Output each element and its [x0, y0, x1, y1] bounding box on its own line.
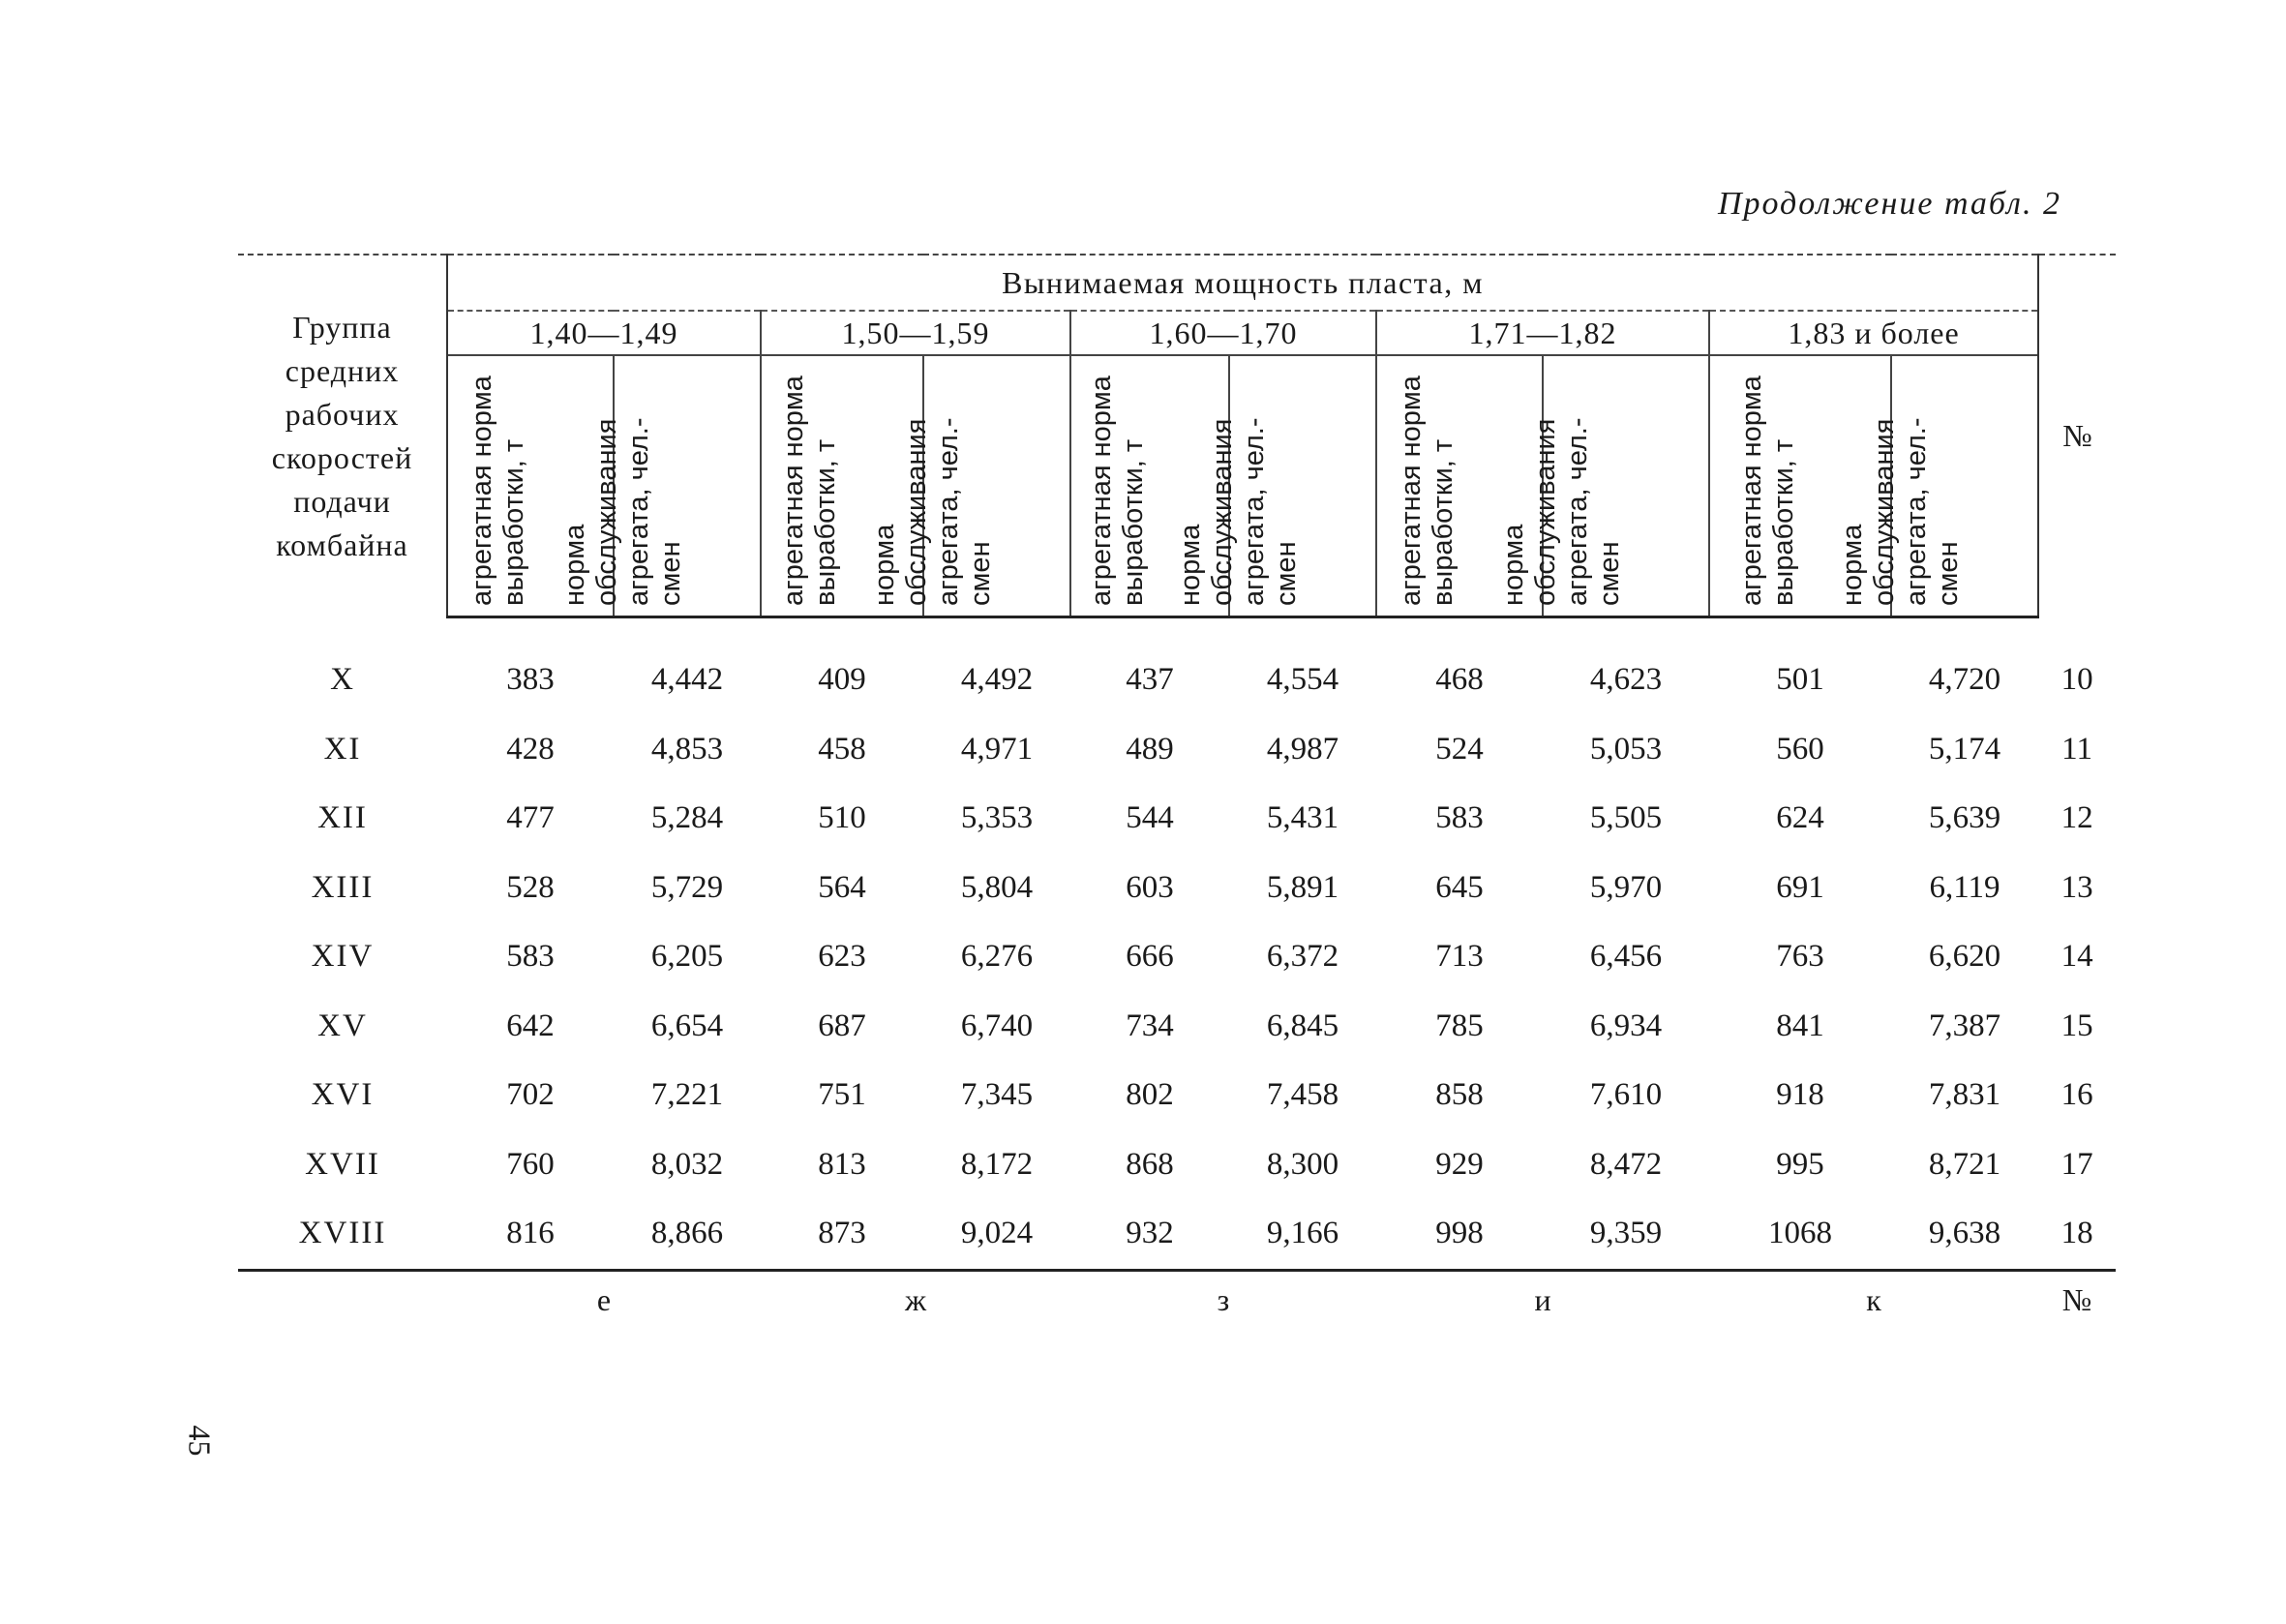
output-norm-cell: 583	[506, 939, 555, 975]
output-norm-cell: 713	[1435, 939, 1484, 975]
output-norm-cell: 603	[1126, 869, 1174, 905]
output-norm-cell: 751	[818, 1077, 866, 1113]
service-norm-header: норма обслуживания агрегата, чел.-смен	[1891, 355, 2038, 617]
output-norm-cell: 932	[1070, 1199, 1229, 1270]
row-number-cell: 14	[2060, 939, 2093, 975]
output-norm-cell: 428	[506, 731, 555, 767]
speed-group-cell: XIII	[311, 869, 375, 905]
output-norm-cell: 489	[1126, 731, 1174, 767]
row-number-cell: 10	[2060, 661, 2093, 697]
service-norm-cell: 5,353	[960, 800, 1034, 836]
row-number-cell: 15	[2060, 1007, 2093, 1043]
table-row	[238, 922, 2116, 992]
output-norm-cell: 998	[1376, 1199, 1543, 1270]
output-norm-cell: 841	[1776, 1007, 1824, 1043]
number-header: №	[2038, 255, 2116, 617]
table-caption: Продолжение табл. 2	[1717, 186, 2061, 222]
output-norm-cell: 1068	[1709, 1199, 1891, 1270]
page-number: 45	[182, 1425, 218, 1457]
service-norm-cell: 8,472	[1589, 1146, 1663, 1182]
service-norm-cell: 6,205	[650, 939, 724, 975]
output-norm-cell: 702	[506, 1077, 555, 1113]
range-header: 1,83 и более	[1709, 311, 2038, 355]
service-norm-cell: 4,987	[1266, 731, 1339, 767]
output-norm-cell: 437	[1126, 662, 1174, 698]
output-norm-cell: 995	[1776, 1146, 1824, 1182]
service-norm-cell: 5,431	[1266, 800, 1339, 836]
service-norm-cell: 4,623	[1589, 662, 1663, 698]
table-row	[238, 617, 2116, 715]
speed-group-cell: XII	[317, 800, 368, 836]
service-norm-cell: 8,300	[1266, 1146, 1339, 1182]
column-letters-row	[238, 1270, 2116, 1330]
output-norm-cell: 560	[1776, 731, 1824, 767]
output-norm-header: агрегатная норма выработки, т	[1709, 355, 1891, 617]
output-norm-cell: 785	[1435, 1007, 1484, 1043]
service-norm-cell: 6,620	[1928, 939, 2001, 975]
column-letter: к	[1866, 1282, 1881, 1317]
output-norm-cell: 642	[506, 1007, 555, 1043]
output-norm-cell: 929	[1435, 1146, 1484, 1182]
service-norm-cell: 7,387	[1928, 1007, 2001, 1043]
service-norm-cell: 7,458	[1266, 1077, 1339, 1113]
service-norm-cell: 6,934	[1589, 1007, 1663, 1043]
service-norm-header: норма обслуживания агрегата, чел.-смен	[923, 355, 1070, 617]
service-norm-cell: 4,971	[960, 731, 1034, 767]
service-norm-cell: 5,053	[1589, 731, 1663, 767]
output-norm-cell: 510	[818, 800, 866, 836]
output-norm-header: агрегатная норма выработки, т	[447, 355, 614, 617]
output-norm-cell: 760	[506, 1146, 555, 1182]
service-norm-cell: 6,456	[1589, 939, 1663, 975]
output-norm-cell: 868	[1126, 1146, 1174, 1182]
output-norm-cell: 564	[818, 869, 866, 905]
output-norm-cell: 873	[761, 1199, 923, 1270]
speed-group-cell: XV	[317, 1007, 368, 1043]
service-norm-cell: 9,166	[1229, 1199, 1376, 1270]
output-norm-cell: 813	[818, 1146, 866, 1182]
output-norm-cell: 468	[1435, 662, 1484, 698]
service-norm-cell: 5,505	[1589, 800, 1663, 836]
table-row	[238, 1061, 2116, 1130]
service-norm-cell: 6,654	[650, 1007, 724, 1043]
table-row	[238, 784, 2116, 854]
service-norm-cell: 5,804	[960, 869, 1034, 905]
service-norm-cell: 5,174	[1928, 731, 2001, 767]
service-norm-cell: 6,372	[1266, 939, 1339, 975]
output-norm-cell: 687	[818, 1007, 866, 1043]
service-norm-header: норма обслуживания агрегата, чел.-смен	[1543, 355, 1709, 617]
service-norm-cell: 5,284	[650, 800, 724, 836]
service-norm-cell: 4,492	[960, 662, 1034, 698]
output-norm-cell: 458	[818, 731, 866, 767]
service-norm-cell: 4,442	[650, 662, 724, 698]
table-row	[238, 854, 2116, 923]
column-letter: №	[2061, 1282, 2092, 1317]
output-norm-cell: 734	[1126, 1007, 1174, 1043]
service-norm-cell: 8,172	[960, 1146, 1034, 1182]
table-row	[238, 1130, 2116, 1200]
service-norm-cell: 9,024	[923, 1199, 1070, 1270]
row-number-cell: 12	[2060, 800, 2093, 836]
output-norm-cell: 583	[1435, 800, 1484, 836]
service-norm-cell: 5,729	[650, 869, 724, 905]
service-norm-cell: 5,891	[1266, 869, 1339, 905]
row-number-cell: 18	[2038, 1199, 2116, 1270]
output-norm-cell: 816	[447, 1199, 614, 1270]
service-norm-cell: 8,866	[614, 1199, 761, 1270]
output-norm-cell: 763	[1776, 939, 1824, 975]
row-number-cell: 17	[2060, 1146, 2093, 1182]
speed-group-cell: XI	[323, 731, 362, 767]
service-norm-cell: 9,638	[1891, 1199, 2038, 1270]
output-norm-header: агрегатная норма выработки, т	[1070, 355, 1229, 617]
service-norm-cell: 9,359	[1543, 1199, 1709, 1270]
output-norm-cell: 477	[506, 800, 555, 836]
row-number-cell: 13	[2060, 869, 2093, 905]
range-header: 1,60—1,70	[1070, 311, 1376, 355]
service-norm-cell: 6,845	[1266, 1007, 1339, 1043]
output-norm-cell: 691	[1776, 869, 1824, 905]
service-norm-cell: 4,720	[1928, 662, 2001, 698]
service-norm-cell: 6,119	[1929, 869, 2000, 905]
speed-group-cell: XVI	[311, 1077, 375, 1113]
speed-group-cell: XIV	[311, 939, 375, 975]
output-norm-cell: 645	[1435, 869, 1484, 905]
table-row	[238, 992, 2116, 1062]
service-norm-cell: 7,610	[1589, 1077, 1663, 1113]
output-norm-cell: 623	[818, 939, 866, 975]
column-letter: и	[1534, 1282, 1551, 1317]
service-norm-cell: 6,276	[960, 939, 1034, 975]
output-norm-cell: 544	[1126, 800, 1174, 836]
output-norm-cell: 624	[1776, 800, 1824, 836]
range-header: 1,71—1,82	[1376, 311, 1709, 355]
speed-group-cell: XVII	[305, 1146, 380, 1182]
thickness-header: Вынимаемая мощность пласта, м	[447, 255, 2038, 311]
service-norm-cell: 7,221	[650, 1077, 724, 1113]
range-header: 1,50—1,59	[761, 311, 1070, 355]
output-norm-cell: 858	[1435, 1077, 1484, 1113]
service-norm-cell: 7,345	[960, 1077, 1034, 1113]
output-norm-header: агрегатная норма выработки, т	[761, 355, 923, 617]
norms-table	[238, 254, 2116, 1330]
service-norm-header: норма обслуживания агрегата, чел.-смен	[614, 355, 761, 617]
column-letter: ж	[904, 1282, 927, 1317]
column-letter: з	[1217, 1282, 1230, 1317]
output-norm-cell: 918	[1776, 1077, 1824, 1113]
row-number-cell: 11	[2061, 731, 2092, 767]
output-norm-cell: 524	[1435, 731, 1484, 767]
column-letter: е	[596, 1282, 612, 1317]
range-header: 1,40—1,49	[447, 311, 761, 355]
table-body	[238, 617, 2116, 1271]
service-norm-cell: 5,639	[1928, 800, 2001, 836]
service-norm-cell: 8,721	[1928, 1146, 2001, 1182]
service-norm-cell: 5,970	[1589, 869, 1663, 905]
speed-group-cell: XVIII	[238, 1199, 447, 1270]
speed-group-cell: X	[330, 661, 355, 697]
output-norm-cell: 383	[506, 662, 555, 698]
row-number-cell: 16	[2060, 1077, 2093, 1113]
output-norm-cell: 409	[818, 662, 866, 698]
table-row	[238, 1199, 2116, 1270]
output-norm-cell: 666	[1126, 939, 1174, 975]
output-norm-cell: 501	[1776, 662, 1824, 698]
service-norm-header: норма обслуживания агрегата, чел.-смен	[1229, 355, 1376, 617]
output-norm-header: агрегатная норма выработки, т	[1376, 355, 1543, 617]
table-row	[238, 715, 2116, 785]
service-norm-cell: 7,831	[1928, 1077, 2001, 1113]
group-header: Группа средних рабочих скоростей подачи комбайна	[238, 255, 447, 617]
service-norm-cell: 6,740	[960, 1007, 1034, 1043]
service-norm-cell: 4,853	[650, 731, 724, 767]
service-norm-cell: 4,554	[1266, 662, 1339, 698]
output-norm-cell: 528	[506, 869, 555, 905]
output-norm-cell: 802	[1126, 1077, 1174, 1113]
service-norm-cell: 8,032	[650, 1146, 724, 1182]
